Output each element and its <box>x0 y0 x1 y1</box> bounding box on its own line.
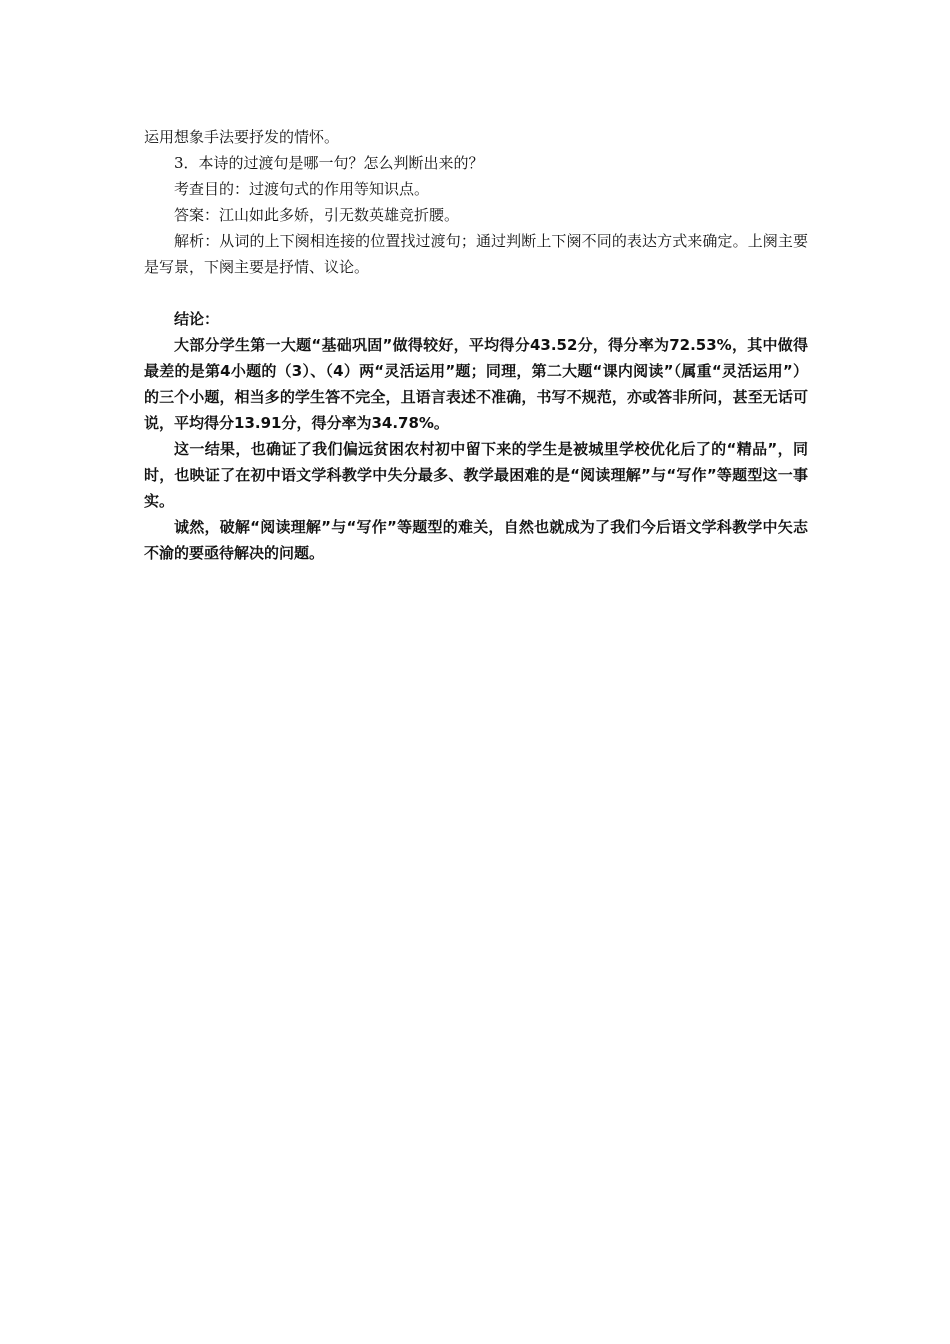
question-3: 3．本诗的过渡句是哪一句？怎么判断出来的？ <box>174 154 484 172</box>
conclusion-heading: 结论： <box>174 310 220 328</box>
answer: 答案：江山如此多娇，引无数英雄竞折腰。 <box>174 206 460 224</box>
exam-purpose: 考查目的：过渡句式的作用等知识点。 <box>174 180 430 198</box>
paragraph-gap <box>144 280 808 306</box>
conclusion-paragraph-2: 这一结果，也确证了我们偏远贫困农村初中留下来的学生是被城里学校优化后了的“精品”，同时，也映证了在初中语文学科教学中失分最多、教学最困难的是“阅读理解”与“写作”等题型这一事实。 <box>144 440 808 510</box>
text-line-continuation: 运用想象手法要抒发的情怀。 <box>144 128 340 146</box>
analysis: 解析：从词的上下阕相连接的位置找过渡句；通过判断上下阕不同的表达方式来确定。上阕主要是写景，下阕主要是抒情、议论。 <box>144 232 808 276</box>
conclusion-paragraph-1: 大部分学生第一大题“基础巩固”做得较好，平均得分43.52分，得分率为72.53%，其中做得最差的是第4小题的（3）、（4）两“灵活运用”题；同理，第二大题“课内阅读”（属重“灵活运用”）的三个小题，相当多的学生答不完全，且语言表述不准确，书写不规范，亦或答非所问，甚至无话可说，平均得分13.91分，得分率为34.78%。 <box>144 336 808 432</box>
conclusion-paragraph-3: 诚然，破解“阅读理解”与“写作”等题型的难关，自然也就成为了我们今后语文学科教学中矢志不渝的要亟待解决的问题。 <box>144 518 808 562</box>
document-page <box>144 124 808 566</box>
